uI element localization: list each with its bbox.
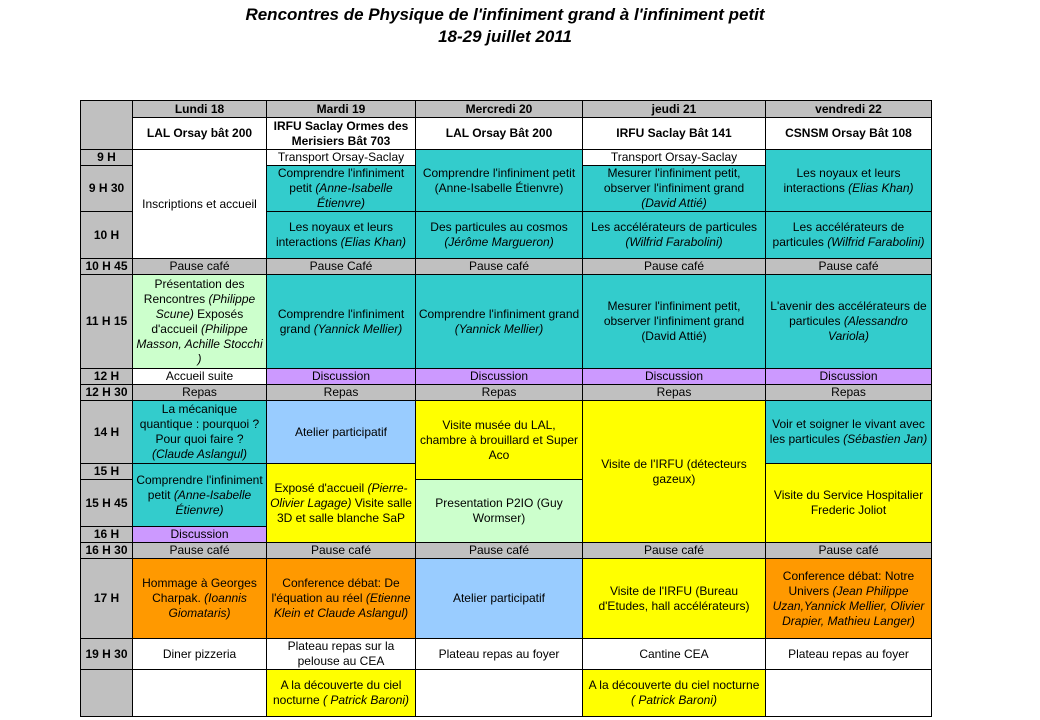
schedule-cell xyxy=(133,559,267,639)
schedule-table xyxy=(80,100,932,717)
table-row xyxy=(81,670,932,717)
speaker-name: (Anne-Isabelle Étienvre) xyxy=(315,181,393,210)
schedule-cell xyxy=(267,275,416,369)
time-label: 14 H xyxy=(81,401,133,464)
schedule-cell: Repas xyxy=(583,385,766,401)
speaker-name: (Wilfrid Farabolini) xyxy=(625,235,723,249)
time-label: 16 H xyxy=(81,527,133,543)
talk-title: Hommage à Georges Charpak. xyxy=(142,576,257,605)
location-header: IRFU Saclay Bât 141 xyxy=(583,118,766,150)
talk-title: Visite salle 3D et salle blanche SaP xyxy=(276,495,412,525)
schedule-cell xyxy=(416,212,583,259)
schedule-cell: Discussion xyxy=(267,369,416,385)
talk-title: Conference débat: De l'équation au réel xyxy=(271,576,400,605)
schedule-cell: Atelier participatif xyxy=(267,401,416,464)
day-header: vendredi 22 xyxy=(766,101,932,118)
talk-title: Comprendre l'infiniment grand xyxy=(277,306,405,336)
schedule-cell: Visite de l'IRFU (Bureau d'Etudes, hall accélérateurs) xyxy=(583,559,766,639)
schedule-cell xyxy=(416,275,583,369)
time-label: 19 H 30 xyxy=(81,639,133,670)
schedule-cell: Pause café xyxy=(267,543,416,559)
schedule-cell: Discussion xyxy=(416,369,583,385)
time-label: 16 H 30 xyxy=(81,543,133,559)
schedule-cell: Accueil suite xyxy=(133,369,267,385)
schedule-cell: Discussion xyxy=(133,527,267,543)
schedule-cell: Visite du Service Hospitalier Frederic Joliot xyxy=(766,464,932,543)
table-row xyxy=(81,101,932,118)
time-label: 11 H 15 xyxy=(81,275,133,369)
schedule-cell: Diner pizzeria xyxy=(133,639,267,670)
table-row xyxy=(81,543,932,559)
time-label: 10 H 45 xyxy=(81,259,133,275)
time-label: 17 H xyxy=(81,559,133,639)
table-row xyxy=(81,369,932,385)
speaker-name: (Wilfrid Farabolini) xyxy=(827,235,925,249)
speaker-name: (Ioannis Giomataris) xyxy=(168,591,247,620)
schedule-cell xyxy=(267,212,416,259)
schedule-cell: Visite musée du LAL, chambre à brouillard et Super Aco xyxy=(416,401,583,480)
page-subtitle: 18-29 juillet 2011 xyxy=(438,27,572,46)
schedule-cell: Pause café xyxy=(133,259,267,275)
speaker-name: (Elias Khan) xyxy=(848,180,914,195)
talk-title: Comprendre l'infiniment petit xyxy=(136,472,263,502)
schedule-cell: Cantine CEA xyxy=(583,639,766,670)
table-row xyxy=(81,385,932,401)
schedule-cell xyxy=(133,401,267,464)
table-row xyxy=(81,118,932,150)
schedule-cell: Pause Café xyxy=(267,259,416,275)
speaker-name: (Yannick Mellier) xyxy=(313,321,403,336)
schedule-cell: Comprendre l'infiniment petit (Anne-Isabelle Étienvre) xyxy=(416,150,583,212)
schedule-cell xyxy=(267,559,416,639)
schedule-cell: Discussion xyxy=(766,369,932,385)
schedule-cell: Pause café xyxy=(766,259,932,275)
schedule-cell: Pause café xyxy=(416,543,583,559)
talk-title: La mécanique quantique : pourquoi ? Pour quoi faire ? xyxy=(139,402,260,446)
schedule-cell: Presentation P2IO (Guy Wormser) xyxy=(416,480,583,543)
schedule-cell: Inscriptions et accueil xyxy=(133,150,267,259)
speaker-name: (Alessandro Variola) xyxy=(828,314,908,343)
talk-title: A la découverte du ciel nocturne xyxy=(272,678,402,707)
schedule-cell: Pause café xyxy=(583,543,766,559)
speaker-name: (Philippe Masson, Achille Stocchi ) xyxy=(136,321,263,366)
schedule-cell xyxy=(133,464,267,527)
time-label: 9 H 30 xyxy=(81,166,133,212)
talk-title: Voir et soigner le vivant avec les particules xyxy=(769,417,925,446)
talk-title: A la découverte du ciel nocturne xyxy=(588,678,760,692)
page-title: Rencontres de Physique de l'infiniment grand à l'infiniment petit xyxy=(245,5,765,24)
schedule-cell xyxy=(766,212,932,259)
day-header: Mercredi 20 xyxy=(416,101,583,118)
schedule-cell xyxy=(583,166,766,212)
table-row xyxy=(81,559,932,639)
schedule-cell: Pause café xyxy=(766,543,932,559)
schedule-cell: Pause café xyxy=(583,259,766,275)
talk-title: Présentation des Rencontres xyxy=(143,276,245,306)
schedule-cell: Pause café xyxy=(416,259,583,275)
schedule-cell xyxy=(416,670,583,717)
speaker-name: (Jean Philippe Uzan,Yannick Mellier, Olivier Drapier, Mathieu Langer) xyxy=(772,583,925,628)
talk-title: Mesurer l'infiniment petit, observer l'infiniment grand xyxy=(603,166,745,195)
schedule-cell: Repas xyxy=(267,385,416,401)
day-header: Lundi 18 xyxy=(133,101,267,118)
schedule-cell: Atelier participatif xyxy=(416,559,583,639)
speaker-name: (Elias Khan) xyxy=(340,235,407,249)
schedule-cell: Plateau repas au foyer xyxy=(766,639,932,670)
location-header: IRFU Saclay Ormes des Merisiers Bât 703 xyxy=(267,118,416,150)
talk-title: Exposés d'accueil xyxy=(151,306,244,336)
speaker-name: (Pierre-Olivier Lagage) xyxy=(270,480,408,510)
speaker-name: (Yannick Mellier) xyxy=(454,321,544,336)
schedule-cell xyxy=(133,670,267,717)
time-label: 12 H xyxy=(81,369,133,385)
schedule-cell: Discussion xyxy=(583,369,766,385)
schedule-cell: Pause café xyxy=(133,543,267,559)
speaker-name: (Jérôme Margueron) xyxy=(444,235,554,249)
time-label: 9 H xyxy=(81,150,133,166)
talk-title: Exposé d'accueil xyxy=(274,480,368,495)
schedule-cell: Transport Orsay-Saclay xyxy=(267,150,416,166)
talk-title: Des particules au cosmos xyxy=(430,220,568,234)
schedule-cell xyxy=(583,212,766,259)
schedule-cell: Repas xyxy=(416,385,583,401)
schedule-cell: Mesurer l'infiniment petit, observer l'infiniment grand (David Attié) xyxy=(583,275,766,369)
schedule-cell xyxy=(267,670,416,717)
speaker-name: (Etienne Klein et Claude Aslangul) xyxy=(273,591,411,620)
talk-title: Les noyaux et leurs interactions xyxy=(275,220,394,249)
schedule-cell xyxy=(766,670,932,717)
day-header: jeudi 21 xyxy=(583,101,766,118)
speaker-name: (Claude Aslangul) xyxy=(152,447,247,461)
talk-title: Conference débat: Notre Univers xyxy=(782,568,915,598)
schedule-cell: Transport Orsay-Saclay xyxy=(583,150,766,166)
schedule-cell xyxy=(267,166,416,212)
table-row xyxy=(81,259,932,275)
schedule-cell: Plateau repas au foyer xyxy=(416,639,583,670)
speaker-name: ( Patrick Baroni) xyxy=(630,693,718,707)
table-row xyxy=(81,150,932,166)
schedule-cell: Visite de l'IRFU (détecteurs gazeux) xyxy=(583,401,766,543)
talk-title: Comprendre l'infiniment petit xyxy=(277,166,405,195)
schedule-cell xyxy=(583,670,766,717)
schedule-cell xyxy=(267,464,416,543)
time-label: 15 H xyxy=(81,464,133,480)
schedule-cell: Repas xyxy=(766,385,932,401)
speaker-name: ( Patrick Baroni) xyxy=(319,693,410,707)
schedule-cell xyxy=(766,150,932,212)
speaker-name: (Sébastien Jan) xyxy=(843,432,928,446)
table-row xyxy=(81,401,932,464)
speaker-name: (Anne-Isabelle Étienvre) xyxy=(173,487,252,517)
schedule-cell xyxy=(766,401,932,464)
schedule-cell xyxy=(766,275,932,369)
talk-title: Les noyaux et leurs interactions xyxy=(783,165,901,195)
location-header: LAL Orsay Bât 200 xyxy=(416,118,583,150)
location-header: LAL Orsay bât 200 xyxy=(133,118,267,150)
talk-title: Les accélérateurs de particules xyxy=(772,220,905,249)
talk-title: Comprendre l'infiniment grand xyxy=(418,306,580,321)
talk-title: Les accélérateurs de particules xyxy=(590,220,758,234)
schedule-cell: Plateau repas sur la pelouse au CEA xyxy=(267,639,416,670)
corner-cell xyxy=(81,101,133,150)
schedule-cell: Repas xyxy=(133,385,267,401)
talk-title: L'avenir des accélérateurs de particules xyxy=(770,299,927,328)
time-label xyxy=(81,670,133,717)
schedule-cell xyxy=(766,559,932,639)
time-label: 12 H 30 xyxy=(81,385,133,401)
day-header: Mardi 19 xyxy=(267,101,416,118)
speaker-name: (Philippe Scune) xyxy=(155,291,256,321)
schedule-cell xyxy=(133,275,267,369)
table-row xyxy=(81,275,932,369)
table-row xyxy=(81,639,932,670)
time-label: 15 H 45 xyxy=(81,480,133,527)
speaker-name: (David Attié) xyxy=(641,196,707,210)
location-header: CSNSM Orsay Bât 108 xyxy=(766,118,932,150)
time-label: 10 H xyxy=(81,212,133,259)
